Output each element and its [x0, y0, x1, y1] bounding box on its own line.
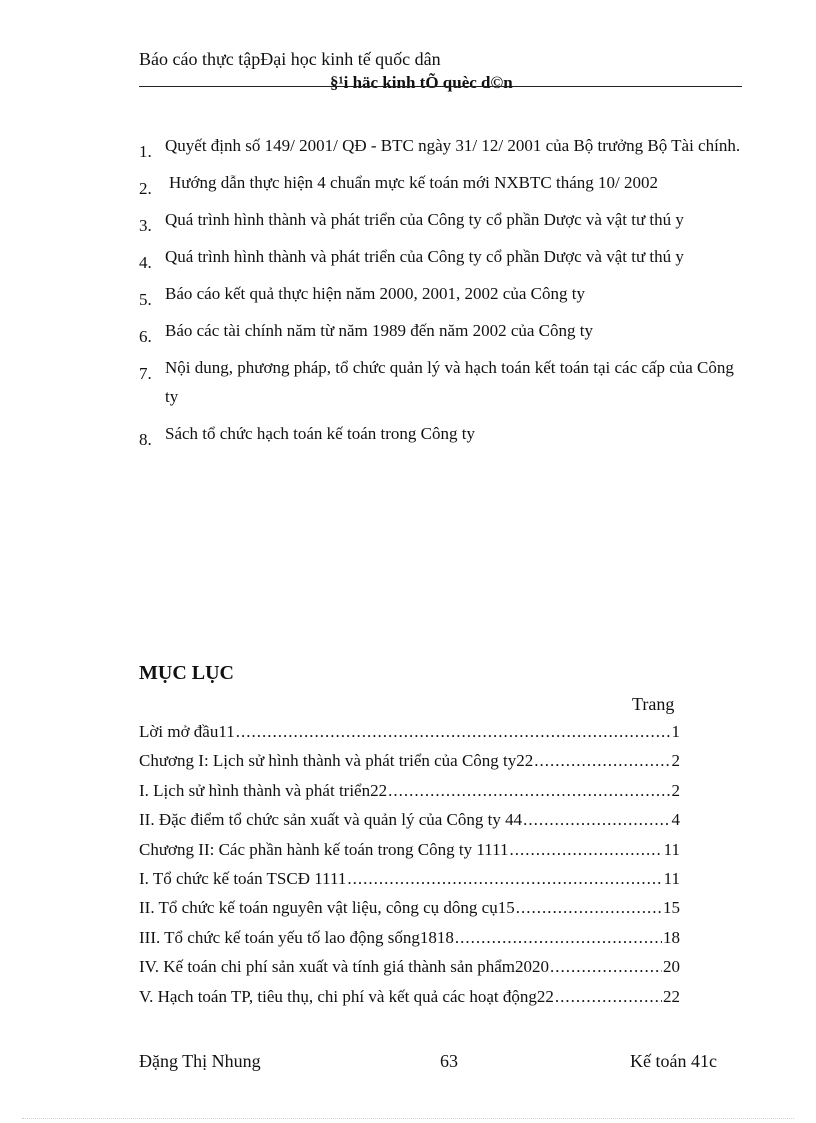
toc-entry[interactable] — [139, 840, 680, 869]
reference-item — [139, 353, 742, 411]
reference-text: Quá trình hình thành và phát triển của Công ty cổ phần Dược và vật tư thú y — [165, 247, 684, 266]
reference-number: 5. — [139, 290, 152, 309]
toc-entry-page: 11 — [663, 839, 680, 859]
reference-text: Quá trình hình thành và phát triển của Công ty cổ phần Dược và vật tư thú y — [165, 210, 684, 229]
toc-entry-page: 20 — [663, 957, 680, 977]
toc-dot-leader — [455, 928, 662, 948]
toc-entry[interactable] — [139, 810, 680, 839]
header-divider — [139, 86, 742, 87]
toc-dot-leader — [534, 751, 670, 771]
reference-number: 8. — [139, 430, 152, 449]
toc-entry-label: Chương II: Các phần hành kế toán trong Công ty 1111 — [139, 839, 509, 859]
toc-entry[interactable] — [139, 957, 680, 986]
toc-entry-label: I. Lịch sử hình thành và phát triển22 — [139, 780, 388, 800]
header-garbled-title: §¹i häc kinh tÕ quèc d©n — [330, 73, 513, 92]
toc-dot-leader — [555, 987, 662, 1007]
toc-dot-leader — [550, 957, 662, 977]
toc-entry[interactable] — [139, 869, 680, 898]
toc-entry-page: 2 — [671, 751, 680, 771]
toc-entry[interactable] — [139, 722, 680, 751]
toc-entry[interactable] — [139, 928, 680, 957]
toc-dot-leader — [388, 781, 670, 801]
toc-entry-page: 15 — [663, 898, 680, 918]
toc-entry[interactable] — [139, 898, 680, 927]
header-title: Báo cáo thực tậpĐại học kinh tế quốc dân — [139, 49, 441, 69]
toc-entry-label: Chương I: Lịch sử hình thành và phát triển của Công ty22 — [139, 751, 534, 771]
toc-entry[interactable] — [139, 781, 680, 810]
reference-number: 3. — [139, 216, 152, 235]
reference-number: 4. — [139, 253, 152, 272]
toc-entry-page: 1 — [671, 722, 680, 741]
reference-text: Báo cáo kết quả thực hiện năm 2000, 2001, 2002 của Công ty — [165, 284, 585, 303]
toc-entry-label: Lời mở đầu11 — [139, 722, 235, 741]
reference-item — [139, 205, 742, 234]
toc-dot-leader — [236, 722, 671, 742]
reference-text: Nội dung, phương pháp, tổ chức quản lý và hạch toán kết toán tại các cấp của Công ty — [165, 358, 734, 406]
reference-item — [139, 419, 742, 448]
reference-text: Hướng dẫn thực hiện 4 chuẩn mực kế toán mới NXBTC tháng 10/ 2002 — [169, 173, 658, 192]
reference-text: Báo các tài chính năm từ năm 1989 đến năm 2002 của Công ty — [165, 321, 593, 340]
toc-entry-label: II. Tổ chức kế toán nguyên vật liệu, công cụ dông cụ15 — [139, 898, 515, 918]
toc-entry-page: 18 — [663, 927, 680, 947]
toc-entry[interactable] — [139, 751, 680, 780]
reference-text: Sách tổ chức hạch toán kế toán trong Công ty — [165, 424, 475, 443]
toc-entry-page: 11 — [663, 868, 680, 888]
reference-item — [139, 316, 742, 345]
table-of-contents — [139, 722, 680, 1016]
toc-dot-leader — [523, 810, 670, 830]
toc-dot-leader — [347, 869, 662, 889]
reference-text: Quyết định số 149/ 2001/ QĐ - BTC ngày 31/ 12/ 2001 của Bộ trưởng Bộ Tài chính. — [165, 136, 741, 155]
toc-entry-label: IV. Kế toán chi phí sản xuất và tính giá thành sản phẩm2020 — [139, 957, 549, 977]
toc-entry-label: III. Tổ chức kế toán yếu tố lao động sống1818 — [139, 927, 454, 947]
toc-entry-label: II. Đặc điểm tổ chức sản xuất và quản lý của Công ty 44 — [139, 810, 523, 830]
reference-item — [139, 168, 742, 197]
reference-number: 1. — [139, 142, 152, 161]
footer-class-name: Kế toán 41c — [630, 1051, 717, 1071]
toc-page-header: Trang — [632, 694, 675, 714]
toc-entry-page: 22 — [663, 986, 680, 1006]
reference-number: 6. — [139, 327, 152, 346]
reference-list — [139, 131, 742, 456]
reference-item — [139, 131, 742, 160]
toc-dot-leader — [509, 840, 662, 860]
toc-entry-page: 4 — [671, 810, 680, 830]
toc-dot-leader — [516, 898, 662, 918]
toc-entry[interactable] — [139, 987, 680, 1016]
page-bottom-border — [22, 1118, 794, 1119]
reference-item — [139, 242, 742, 271]
toc-entry-label: V. Hạch toán TP, tiêu thụ, chi phí và kết quả các hoạt động22 — [139, 986, 554, 1006]
reference-number: 2. — [139, 179, 152, 198]
toc-entry-label: I. Tổ chức kế toán TSCĐ 1111 — [139, 868, 347, 888]
toc-title: MỤC LỤC — [139, 662, 234, 684]
footer-page-number: 63 — [440, 1051, 458, 1071]
reference-number: 7. — [139, 364, 152, 383]
footer-author: Đặng Thị Nhung — [139, 1051, 261, 1071]
toc-entry-page: 2 — [671, 780, 680, 800]
reference-item — [139, 279, 742, 308]
